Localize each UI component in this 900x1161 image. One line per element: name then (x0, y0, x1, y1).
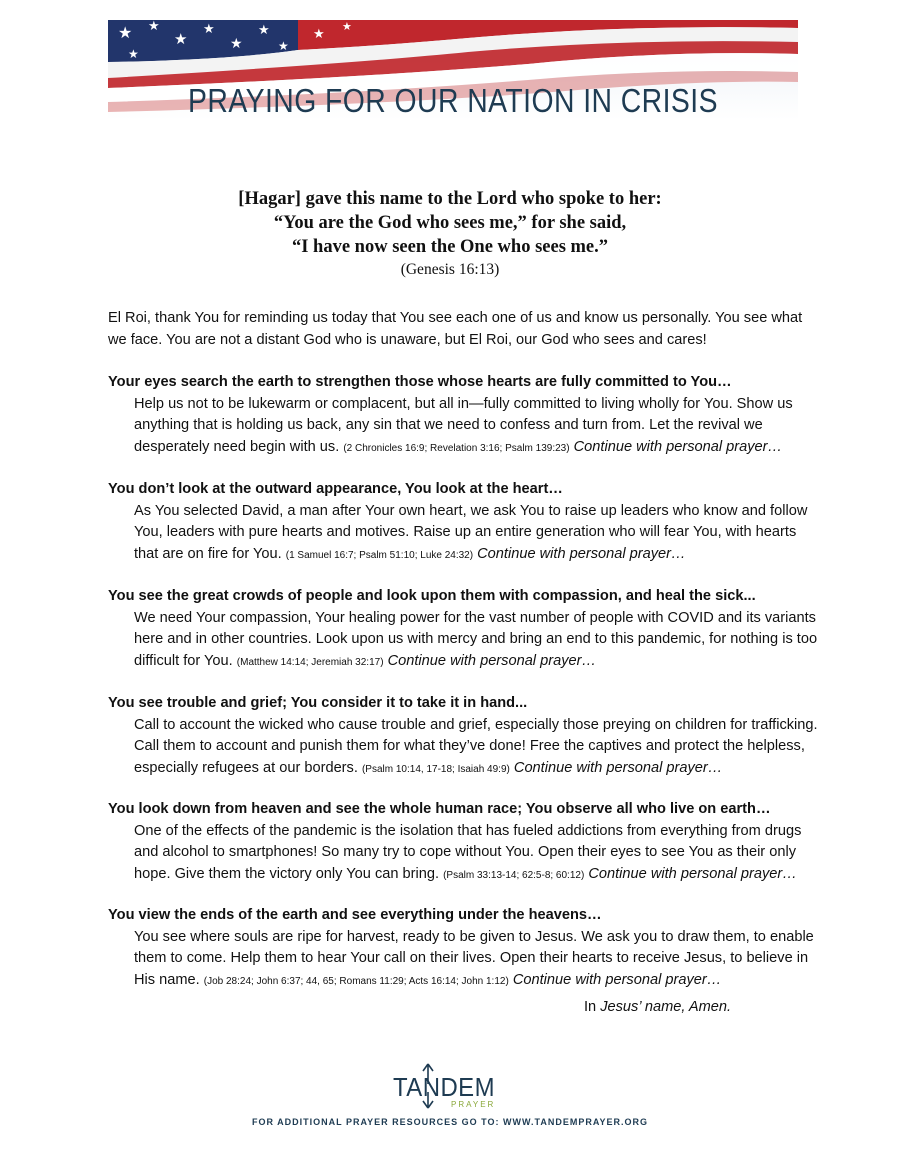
verse-line-1: [Hagar] gave this name to the Lord who spoke to her: (238, 189, 662, 209)
scripture-verse (100, 187, 800, 281)
svg-text:★: ★ (342, 20, 352, 33)
prayer-section (108, 799, 824, 886)
scripture-refs: (Psalm 33:13-14; 62:5-8; 60:12) (443, 869, 585, 881)
section-text: Call to account the wicked who cause trouble and grief, especially those preying on children for trafficking. Call them to account and punish them for what they’ve done! Free the captives and protect the helpless, especially refugees at our borders. (134, 716, 818, 776)
svg-text:★: ★ (118, 23, 133, 42)
header-banner (108, 20, 798, 120)
svg-text:★: ★ (258, 23, 270, 38)
section-heading: You see trouble and grief; You consider it to take it in hand... (108, 695, 528, 711)
intro-paragraph: El Roi, thank You for reminding us today that You see each one of us and know us personally. You see what we face. You are not a distant God who is unaware, but El Roi, our God who sees and cares! (108, 310, 803, 348)
section-body (108, 501, 824, 567)
section-heading: You view the ends of the earth and see everything under the heavens… (108, 907, 602, 923)
svg-text:★: ★ (230, 36, 243, 52)
scripture-refs: (Psalm 10:14, 17-18; Isaiah 49:9) (361, 763, 510, 775)
svg-text:★: ★ (313, 27, 325, 42)
closing-text: Jesus’ name, Amen. (596, 999, 732, 1015)
section-text: One of the effects of the pandemic is the isolation that has fueled addictions from everything from drugs and alcohol to smartphones! So many try to cope without You. Open their eyes to see You as their only hope. Give them the victory only You can bring. (134, 822, 802, 882)
continue-prompt: Continue with personal prayer… (513, 759, 723, 776)
arrows-icon (420, 1062, 436, 1110)
svg-text:★: ★ (174, 30, 188, 48)
section-heading: You look down from heaven and see the whole human race; You observe all who live on earth… (108, 801, 771, 817)
logo-wordmark: TANDEM (393, 1072, 495, 1102)
verse-line-3: “I have now seen the One who sees me.” (291, 237, 609, 257)
prayer-section (108, 905, 824, 992)
prayer-section (108, 693, 824, 780)
svg-text:★: ★ (148, 20, 160, 34)
closing-prefix: In (584, 999, 597, 1015)
section-body (108, 608, 824, 674)
continue-prompt: Continue with personal prayer… (512, 971, 722, 988)
section-text: Help us not to be lukewarm or complacent, but all in—fully committed to living wholly for You. Show us anything that is holding us back, any sin that we need to confess and turn from. Let the revival we desperately need begin with us. (134, 395, 793, 455)
continue-prompt: Continue with personal prayer… (573, 438, 783, 455)
section-body (108, 821, 824, 887)
continue-prompt: Continue with personal prayer… (588, 865, 797, 882)
prayer-section (108, 586, 824, 673)
scripture-refs: (2 Chronicles 16:9; Revelation 3:16; Psalm 139:23) (343, 442, 570, 454)
continue-prompt: Continue with personal prayer… (477, 545, 686, 562)
scripture-refs: (1 Samuel 16:7; Psalm 51:10; Luke 24:32) (285, 549, 474, 561)
svg-text:★: ★ (128, 47, 139, 61)
prayer-section (108, 372, 824, 459)
continue-prompt: Continue with personal prayer… (387, 652, 597, 669)
section-body (108, 927, 824, 993)
section-heading: You see the great crowds of people and look upon them with compassion, and heal the sick... (108, 588, 756, 604)
banner-title: PRAYING FOR OUR NATION IN CRISIS (188, 82, 718, 119)
tandem-logo (393, 1062, 513, 1112)
section-body (108, 715, 824, 781)
prayer-section (108, 479, 824, 566)
section-body (108, 394, 824, 460)
svg-text:★: ★ (203, 22, 215, 37)
svg-text:★: ★ (278, 39, 289, 53)
section-text: As You selected David, a man after Your own heart, we ask You to raise up leaders who know and follow You, leaders with pure hearts and motives. Raise up an entire generation who will fear You, with hearts that are on fire for You. (134, 502, 808, 562)
logo-subtitle: PRAYER (451, 1100, 496, 1109)
section-heading: You don’t look at the outward appearance, You look at the heart… (108, 481, 563, 497)
section-text: We need Your compassion, Your healing power for the vast number of people with COVID and its variants here and in other countries. Look upon us with mercy and bring an end to this pandemic, for nothing is too difficult for You. (134, 609, 818, 669)
section-heading: Your eyes search the earth to strengthen those whose hearts are fully committed to You… (108, 374, 732, 390)
section-text: You see where souls are ripe for harvest, ready to be given to Jesus. We ask you to draw them, to enable them to come. Help them to hear Your call on their lives. Open their hearts to receive Jesus, to believe in His name. (134, 928, 814, 988)
verse-reference: (Genesis 16:13) (400, 261, 500, 278)
scripture-refs: (Job 28:24; John 6:37; 44, 65; Romans 11:29; Acts 16:14; John 1:12) (203, 975, 509, 987)
scripture-refs: (Matthew 14:14; Jeremiah 32:17) (236, 656, 384, 668)
verse-line-2: “You are the God who sees me,” for she said, (273, 213, 627, 233)
footer-text: FOR ADDITIONAL PRAYER RESOURCES GO TO: WWW.TANDEMPRAYER.ORG (251, 1117, 649, 1127)
closing-line (584, 999, 731, 1015)
